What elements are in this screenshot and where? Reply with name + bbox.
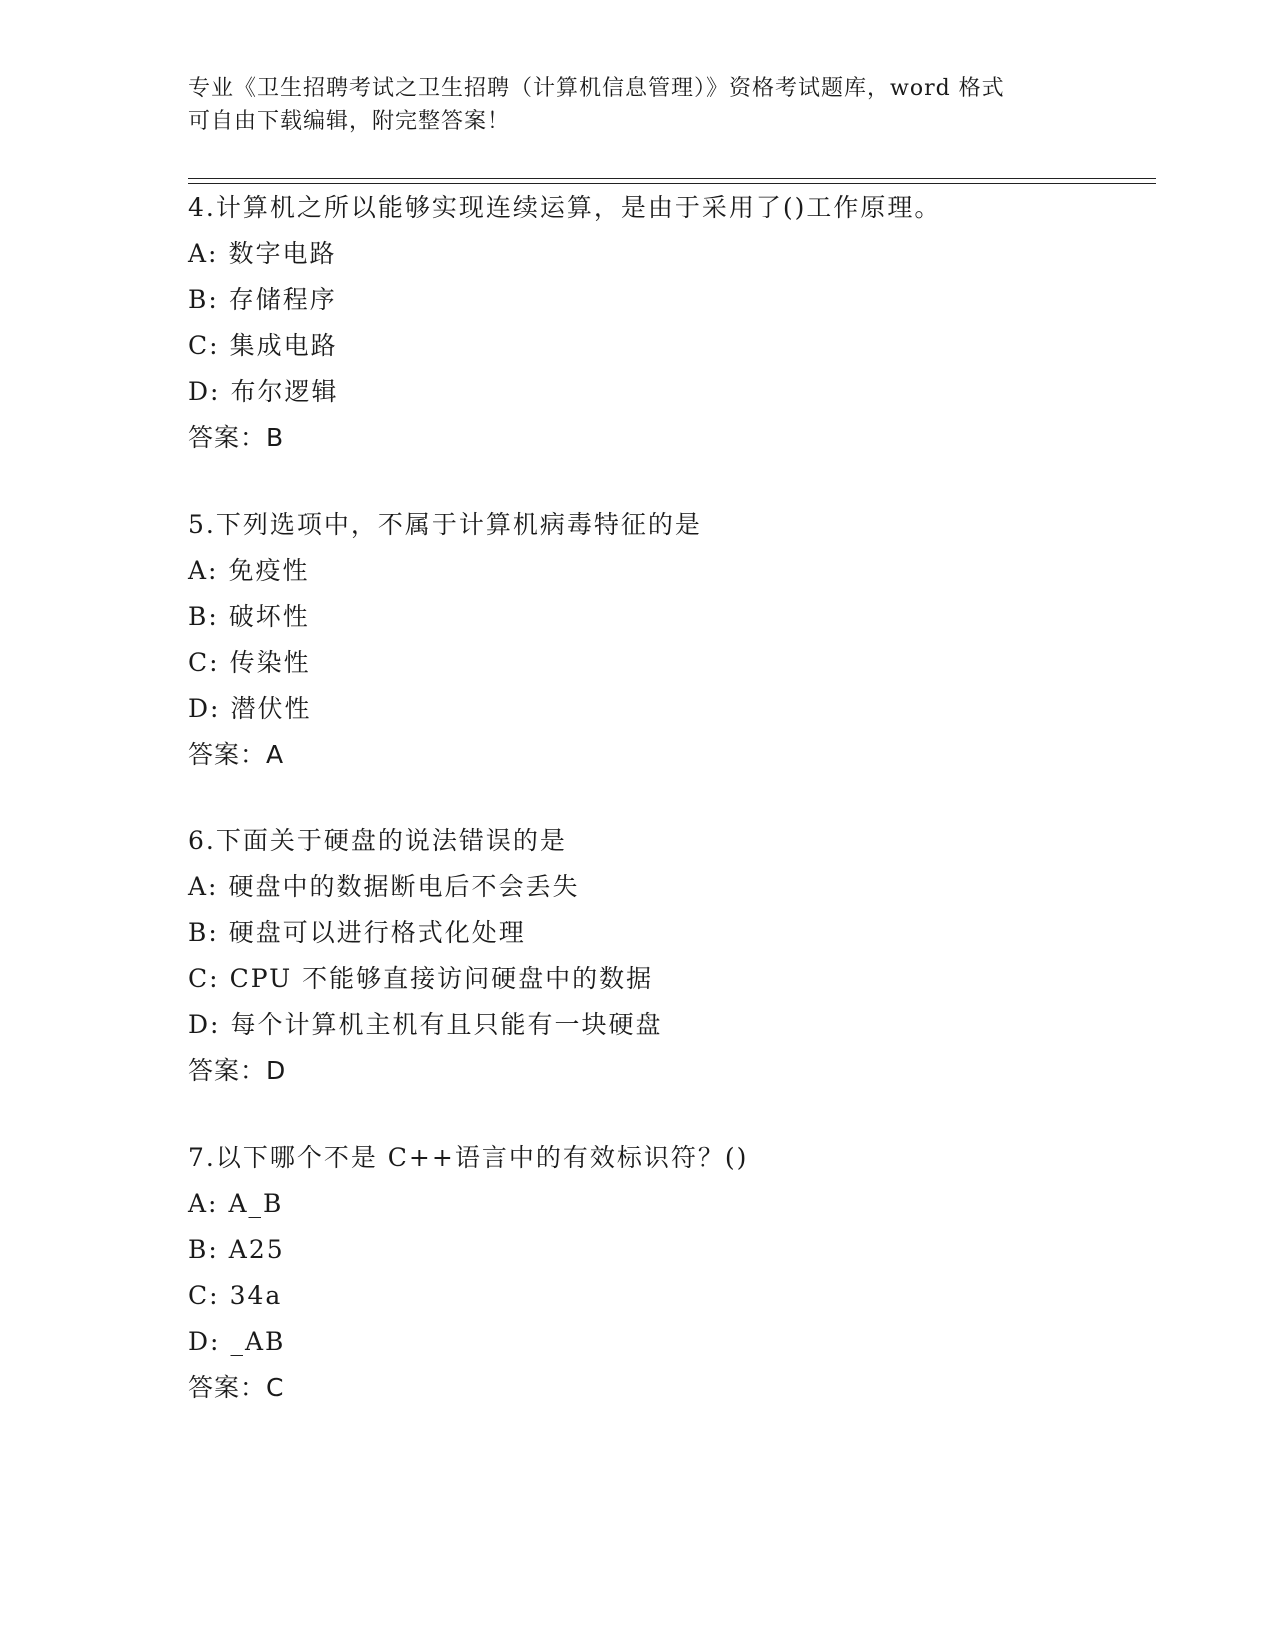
option-d — [188, 686, 1148, 732]
option-text: 每个计算机主机有且只能有一块硬盘 — [230, 1010, 663, 1039]
option-a — [188, 548, 1148, 594]
question-stem: 6.下面关于硬盘的说法错误的是 — [188, 826, 567, 855]
option-a — [188, 231, 1148, 277]
option-c — [188, 956, 1148, 1002]
option-text: 潜伏性 — [230, 694, 312, 723]
option-text: 免疫性 — [228, 556, 310, 585]
document-header — [188, 72, 1088, 138]
option-text: 硬盘中的数据断电后不会丢失 — [228, 872, 580, 901]
answer-label: 答案：D — [188, 1056, 287, 1085]
option-text: A25 — [228, 1235, 285, 1264]
option-letter: B: — [188, 918, 219, 947]
option-letter: B: — [188, 285, 219, 314]
header-divider-top — [188, 178, 1156, 179]
question-stem: 7.以下哪个不是 C++语言中的有效标识符？() — [188, 1143, 749, 1172]
option-text: _AB — [230, 1327, 286, 1356]
option-b — [188, 594, 1148, 640]
option-d — [188, 1319, 1148, 1365]
option-letter: D: — [188, 1327, 221, 1356]
option-letter: D: — [188, 377, 221, 406]
option-letter: A: — [188, 239, 219, 268]
option-a — [188, 864, 1148, 910]
option-letter: A: — [188, 1189, 219, 1218]
option-b — [188, 1227, 1148, 1273]
question-block — [188, 185, 1148, 461]
option-text: 硬盘可以进行格式化处理 — [228, 918, 526, 947]
option-letter: C: — [188, 648, 220, 677]
option-letter: C: — [188, 1281, 220, 1310]
option-letter: D: — [188, 1010, 221, 1039]
option-b — [188, 277, 1148, 323]
option-c — [188, 1273, 1148, 1319]
answer-label: 答案：B — [188, 423, 285, 452]
option-text: 集成电路 — [229, 331, 338, 360]
option-a — [188, 1181, 1148, 1227]
option-text: 传染性 — [229, 648, 311, 677]
option-letter: C: — [188, 331, 220, 360]
question-block — [188, 1135, 1148, 1411]
option-letter: A: — [188, 556, 219, 585]
answer-label: 答案：A — [188, 740, 285, 769]
option-text: CPU 不能够直接访问硬盘中的数据 — [229, 964, 654, 993]
option-d — [188, 1002, 1148, 1048]
option-c — [188, 323, 1148, 369]
option-text: 破坏性 — [228, 602, 310, 631]
option-letter: B: — [188, 602, 219, 631]
option-text: 数字电路 — [228, 239, 337, 268]
header-divider-bottom — [188, 183, 1156, 184]
option-d — [188, 369, 1148, 415]
option-text: 布尔逻辑 — [230, 377, 339, 406]
option-letter: A: — [188, 872, 219, 901]
option-text: 存储程序 — [228, 285, 337, 314]
option-text: A_B — [228, 1189, 284, 1218]
option-b — [188, 910, 1148, 956]
question-block — [188, 818, 1148, 1094]
question-stem: 4.计算机之所以能够实现连续运算，是由于采用了()工作原理。 — [188, 193, 942, 222]
question-stem: 5.下列选项中，不属于计算机病毒特征的是 — [188, 510, 702, 539]
option-letter: D: — [188, 694, 221, 723]
option-letter: B: — [188, 1235, 219, 1264]
question-block — [188, 502, 1148, 778]
option-text: 34a — [229, 1281, 283, 1310]
option-c — [188, 640, 1148, 686]
header-line-1: 专业《卫生招聘考试之卫生招聘（计算机信息管理）》资格考试题库，word 格式 — [188, 76, 1005, 101]
option-letter: C: — [188, 964, 220, 993]
answer-label: 答案：C — [188, 1373, 285, 1402]
header-line-2: 可自由下载编辑，附完整答案！ — [188, 109, 511, 134]
